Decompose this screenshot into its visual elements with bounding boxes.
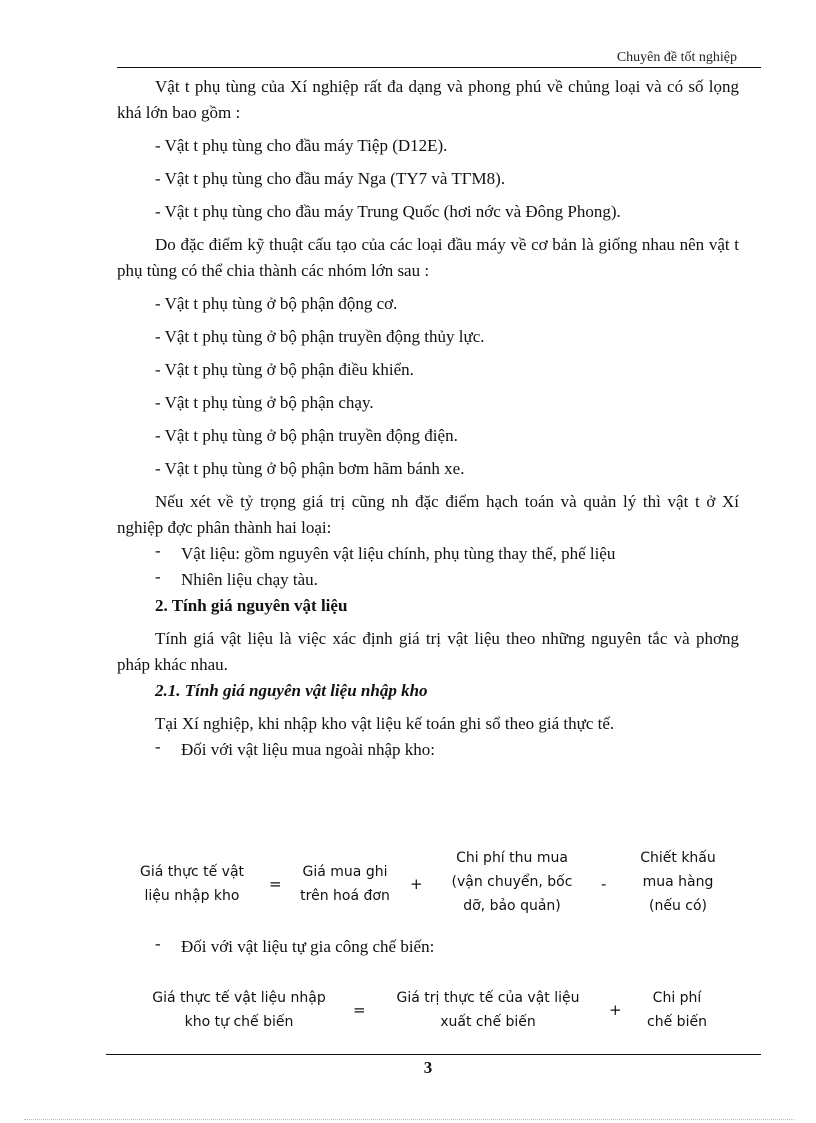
formula-1-term-line: Chi phí thu mua [456, 850, 568, 866]
section-2-1-paragraph: Tại Xí nghiệp, khi nhập kho vật liệu kế toán ghi sổ theo giá thực tế. [155, 714, 615, 733]
page-number: 3 [423, 1058, 433, 1077]
formula-1-term-2 [437, 846, 587, 918]
bullet-marker: - [155, 567, 161, 586]
bullet-marker: - [155, 737, 161, 756]
group-item: - Vật t phụ tùng ở bộ phận động cơ. [155, 294, 398, 313]
groups-paragraph: Do đặc điểm kỹ thuật cấu tạo của các loại đầu máy về cơ bản là giống nhau nên vật t phụ tùng có thể chia thành các nhóm lớn sau : [117, 235, 739, 280]
formula-1-lhs-line: liệu nhập kho [144, 888, 240, 904]
group-item: - Vật t phụ tùng ở bộ phận truyền động thủy lực. [155, 327, 485, 346]
formula-purchased [117, 846, 761, 920]
self-processed-block [117, 934, 739, 960]
section-2-paragraph: Tính giá vật liệu là việc xác định giá trị vật liệu theo những nguyên tắc và phơng pháp khác nhau. [117, 629, 739, 674]
formula-1-lhs [127, 860, 257, 908]
section-2-heading: 2. Tính giá nguyên vật liệu [155, 596, 348, 615]
formula-2-plus: + [609, 1001, 622, 1019]
group-item: - Vật t phụ tùng ở bộ phận điều khiển. [155, 360, 414, 379]
formula-2-lhs-line: Giá thực tế vật liệu nhập [152, 990, 326, 1006]
page-header: Chuyên đề tốt nghiệp [616, 50, 737, 65]
formula-2-term-2 [635, 986, 719, 1034]
classification-item [117, 567, 739, 593]
formula-1-term-3 [629, 846, 727, 918]
section-2-1-heading: 2.1. Tính giá nguyên vật liệu nhập kho [155, 681, 428, 700]
formula-1-lhs-line: Giá thực tế vật [139, 864, 245, 880]
footer-rule [106, 1054, 761, 1055]
formula-1-term-line: mua hàng [642, 874, 714, 890]
formula-1-term-line: trên hoá đơn [300, 888, 390, 904]
formula-1-term-line: (nếu có) [649, 898, 707, 914]
formula-2-equals: = [353, 1001, 366, 1019]
formula-2-term-line: xuất chế biến [440, 1014, 536, 1030]
group-item: - Vật t phụ tùng ở bộ phận truyền động điện. [155, 426, 458, 445]
formula-1-equals: = [269, 875, 282, 893]
formula-1-term-line: Giá mua ghi [302, 864, 388, 880]
formula-1-minus: - [601, 875, 607, 893]
classification-text: Nhiên liệu chạy tàu. [181, 570, 318, 589]
header-rule [117, 67, 761, 68]
formula-1-term-1 [287, 860, 403, 908]
purchase-bullet-text: Đối với vật liệu mua ngoài nhập kho: [181, 740, 436, 759]
formula-2-term-line: Chi phí [652, 990, 702, 1006]
locomotive-item: - Vật t phụ tùng cho đầu máy Tiệp (D12E). [155, 136, 448, 155]
formula-1-term-line: dỡ, bảo quản) [463, 898, 561, 914]
formula-2-lhs-line: kho tự chế biến [184, 1014, 294, 1030]
classification-text: Vật liệu: gồm nguyên vật liệu chính, phụ tùng thay thế, phế liệu [181, 544, 616, 563]
bullet-marker: - [155, 934, 161, 953]
purchase-bullet [117, 737, 739, 763]
formula-1-plus: + [410, 875, 423, 893]
self-processed-bullet-text: Đối với vật liệu tự gia công chế biến: [181, 937, 435, 956]
page-body [117, 74, 739, 763]
formula-2-term-line: chế biến [647, 1014, 707, 1030]
self-processed-bullet [117, 934, 739, 960]
classification-item [117, 541, 739, 567]
intro-paragraph: Vật t phụ tùng của Xí nghiệp rất đa dạng và phong phú về chủng loại và có số lọng khá lớn bao gồm : [117, 77, 739, 122]
group-item: - Vật t phụ tùng ở bộ phận bơm hãm bánh xe. [155, 459, 465, 478]
formula-1-term-line: Chiết khấu [640, 850, 716, 866]
formula-2-lhs [139, 986, 339, 1034]
formula-1-term-line: (vận chuyển, bốc [451, 874, 573, 890]
group-item: - Vật t phụ tùng ở bộ phận chạy. [155, 393, 374, 412]
locomotive-item: - Vật t phụ tùng cho đầu máy Trung Quốc (hơi nớc và Đông Phong). [155, 202, 621, 221]
formula-2-term-line: Giá trị thực tế của vật liệu [396, 990, 580, 1006]
classification-paragraph: Nếu xét về tỷ trọng giá trị cũng nh đặc điểm hạch toán và quản lý thì vật t ở Xí nghiệp đợc phân thành hai loại: [117, 492, 739, 537]
formula-2-term-1 [377, 986, 599, 1034]
locomotive-item: - Vật t phụ tùng cho đầu máy Nga (TY7 và TΓM8). [155, 169, 506, 188]
page-edge-dotted-line [24, 1119, 794, 1120]
formula-self-processed [117, 986, 761, 1036]
bullet-marker: - [155, 541, 161, 560]
